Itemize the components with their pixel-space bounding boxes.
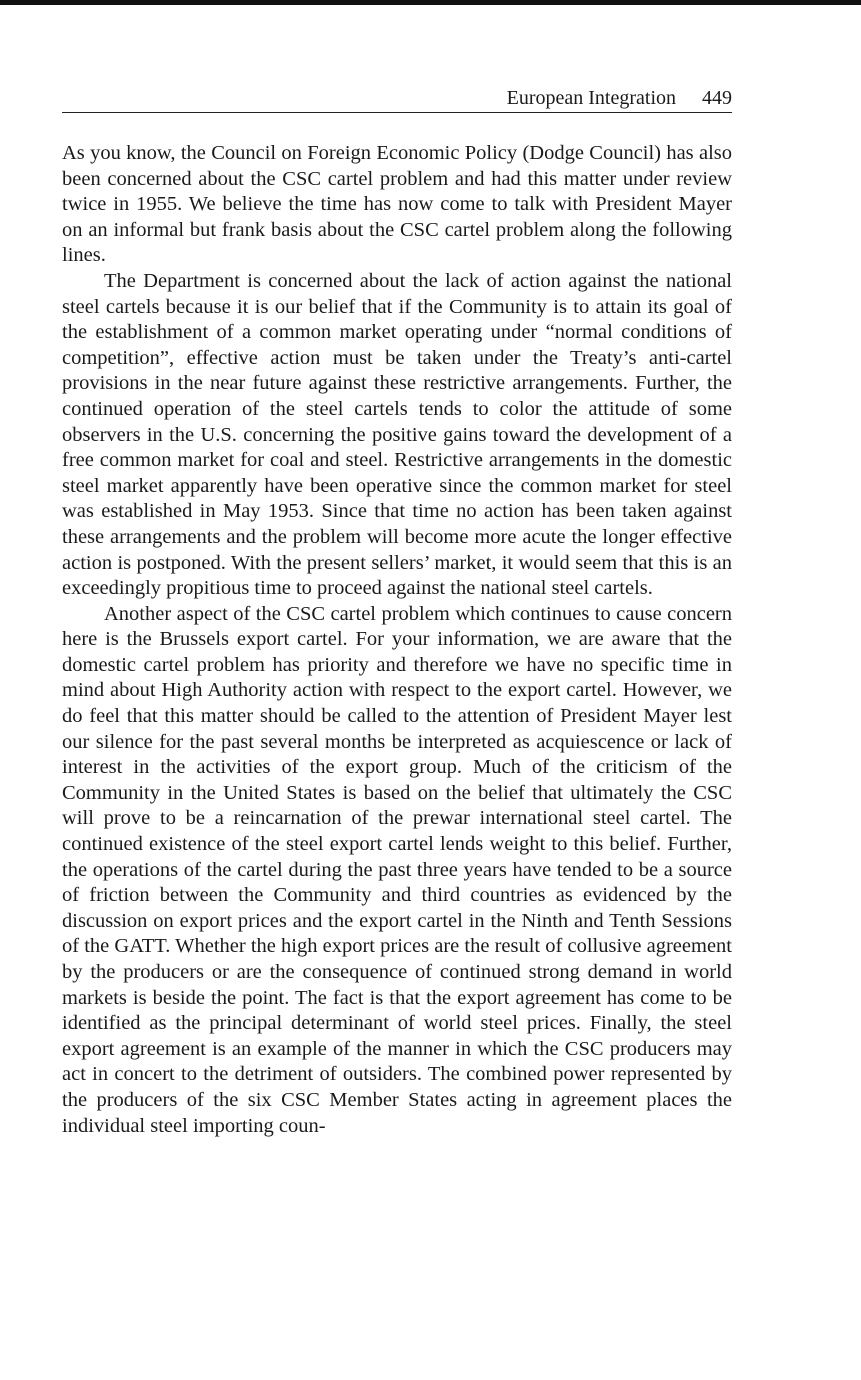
- page-number: 449: [702, 87, 732, 109]
- paragraph: As you know, the Council on Foreign Economic Policy (Dodge Council) has also been concerned about the CSC cartel problem and had this matter under review twice in 1955. We believe the time has now come to talk with President Mayer on an informal but frank basis about the CSC cartel problem along the following lines.: [62, 142, 732, 267]
- body-text: [62, 141, 732, 1139]
- top-border-rule: [0, 0, 861, 5]
- running-title: European Integration: [506, 87, 676, 109]
- running-header: [62, 84, 732, 113]
- paragraph: The Department is concerned about the lack of action against the national steel cartels because it is our belief that if the Community is to attain its goal of the establishment of a common market operating under “normal conditions of competition”, effective action must be taken under the Treaty’s anti-cartel provisions in the near future against these restrictive arrangements. Further, the continued operation of the steel cartels tends to color the attitude of some observers in the U.S. concerning the positive gains toward the development of a free common market for coal and steel. Restrictive arrangements in the domestic steel market apparently have been operative since the common market for steel was established in May 1953. Since that time no action has been taken against these arrangements and the problem will become more acute the longer effective action is postponed. With the present sellers’ market, it would seem that this is an exceedingly propitious time to proceed against the national steel cartels.: [62, 269, 732, 600]
- paragraph: Another aspect of the CSC cartel problem which continues to cause concern here is the Brussels export cartel. For your information, we are aware that the domestic cartel problem has priority and therefore we have no specific time in mind about High Authority action with respect to the export cartel. However, we do feel that this matter should be called to the attention of President Mayer lest our silence for the past several months be interpreted as acquiescence or lack of interest in the activities of the export group. Much of the criticism of the Community in the United States is based on the belief that ultimately the CSC will prove to be a reincarnation of the prewar international steel cartel. The continued existence of the steel export cartel lends weight to this belief. Further, the operations of the cartel during the past three years have tended to be a source of friction between the Community and third countries as evidenced by the discussion on export prices and the export cartel in the Ninth and Tenth Sessions of the GATT. Whether the high export prices are the result of collusive agreement by the producers or are the consequence of continued strong demand in world markets is beside the point. The fact is that the export agreement has come to be identified as the principal determinant of world steel prices. Finally, the steel export agreement is an example of the manner in which the CSC producers may act in concert to the detriment of outsiders. The combined power represented by the producers of the six CSC Member States acting in agreement places the individual steel importing coun-: [62, 602, 732, 1137]
